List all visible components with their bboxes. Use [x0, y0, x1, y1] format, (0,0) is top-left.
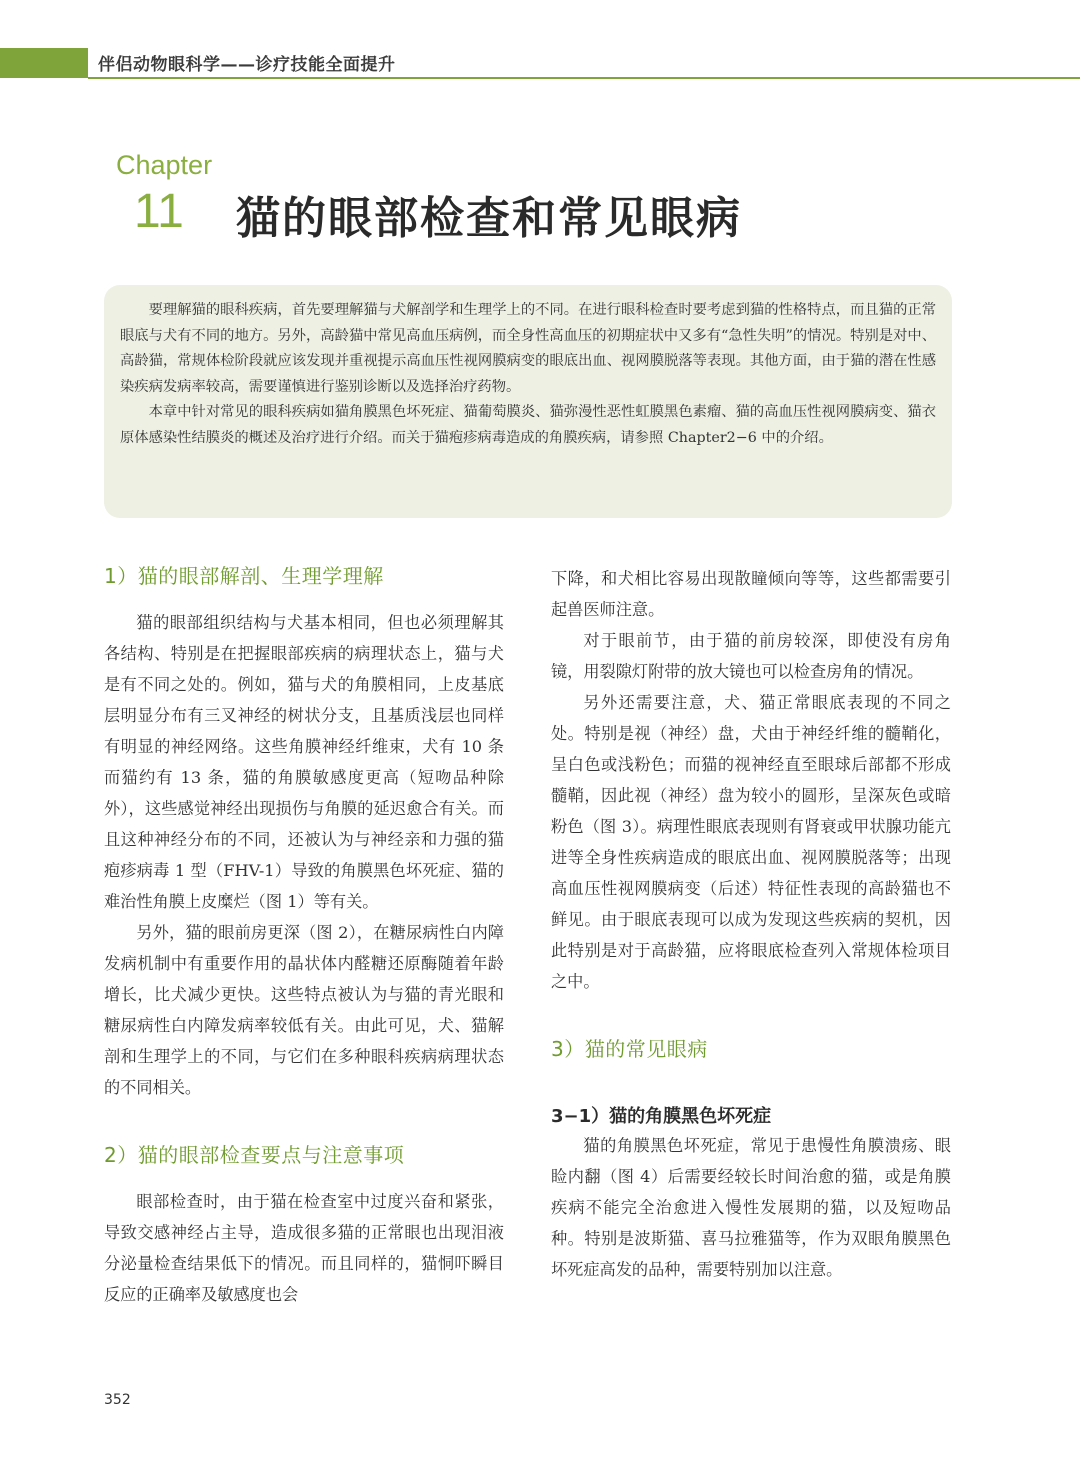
running-header-title: 伴侣动物眼科学——诊疗技能全面提升: [98, 55, 396, 75]
left-column: [104, 560, 504, 1310]
body-paragraph: 另外，猫的眼前房更深（图 2），在糖尿病性白内障发病机制中有重要作用的晶状体内醛糖还原酶随着年龄增长，比犬减少更快。这些特点被认为与猫的青光眼和糖尿病性白内障发病率较低有关。由此可见，犬、猫解剖和生理学上的不同，与它们在多种眼科疾病病理状态的不同相关。: [104, 923, 504, 1097]
body-paragraph: 眼部检查时，由于猫在检查室中过度兴奋和紧张，导致交感神经占主导，造成很多猫的正常眼也出现泪液分泌量检查结果低下的情况。而且同样的，猫恫吓瞬目反应的正确率及敏感度也会: [104, 1192, 504, 1304]
page-number: 352: [104, 1392, 131, 1408]
body-paragraph-continued: 下降，和犬相比容易出现散瞳倾向等等，这些都需要引起兽医师注意。: [551, 569, 951, 619]
subsection-heading: 3−1）猫的角膜黑色坏死症: [551, 1106, 772, 1127]
chapter-label: Chapter: [116, 150, 213, 180]
section-heading: 1）猫的眼部解剖、生理学理解: [104, 564, 384, 588]
right-column: [551, 563, 951, 1285]
chapter-number: 11: [134, 185, 184, 238]
header-accent-bar: [0, 48, 88, 78]
body-paragraph: 对于眼前节，由于猫的前房较深，即使没有房角镜，用裂隙灯附带的放大镜也可以检查房角的情况。: [551, 631, 951, 681]
body-paragraph: 另外还需要注意，犬、猫正常眼底表现的不同之处。特别是视（神经）盘，犬由于神经纤维的髓鞘化，呈白色或浅粉色；而猫的视神经直至眼球后部都不形成髓鞘，因此视（神经）盘为较小的圆形，呈深灰色或暗粉色（图 3）。病理性眼底表现则有肾衰或甲状腺功能亢进等全身性疾病造成的眼底出血、视网膜脱落等；出现高血压性视网膜病变（后述）特征性表现的高龄猫也不鲜见。由于眼底表现可以成为发现这些疾病的契机，因此特别是对于高龄猫，应将眼底检查列入常规体检项目之中。: [551, 693, 951, 991]
section-heading: 2）猫的眼部检查要点与注意事项: [104, 1143, 405, 1167]
summary-paragraph: 本章中针对常见的眼科疾病如猫角膜黑色坏死症、猫葡萄膜炎、猫弥漫性恶性虹膜黑色素瘤、猫的高血压性视网膜病变、猫衣原体感染性结膜炎的概述及治疗进行介绍。而关于猫疱疹病毒造成的角膜疾病，请参照 Chapter2−6 中的介绍。: [120, 404, 936, 446]
summary-paragraph: 要理解猫的眼科疾病，首先要理解猫与犬解剖学和生理学上的不同。在进行眼科检查时要考虑到猫的性格特点，而且猫的正常眼底与犬有不同的地方。另外，高龄猫中常见高血压病例，而全身性高血压的初期症状中又多有“急性失明”的情况。特别是对中、高龄猫，常规体检阶段就应该发现并重视提示高血压性视网膜病变的眼底出血、视网膜脱落等表现。其他方面，由于猫的潜在性感染疾病发病率较高，需要谨慎进行鉴别诊断以及选择治疗药物。: [120, 302, 936, 395]
header-rule: [88, 77, 1080, 79]
section-heading: 3）猫的常见眼病: [551, 1037, 708, 1061]
chapter-title: 猫的眼部检查和常见眼病: [236, 193, 742, 244]
chapter-summary-box: [104, 285, 952, 518]
body-paragraph: 猫的眼部组织结构与犬基本相同，但也必须理解其各结构、特别是在把握眼部疾病的病理状态上，猫与犬是有不同之处的。例如，猫与犬的角膜相同，上皮基底层明显分布有三叉神经的树状分支，且基质浅层也同样有明显的神经网络。这些角膜神经纤维束，犬有 10 条而猫约有 13 条，猫的角膜敏感度更高（短吻品种除外），这些感觉神经出现损伤与角膜的延迟愈合有关。而且这种神经分布的不同，还被认为与神经亲和力强的猫疱疹病毒 1 型（FHV-1）导致的角膜黑色坏死症、猫的难治性角膜上皮糜烂（图 1）等有关。: [104, 613, 504, 911]
body-paragraph: 猫的角膜黑色坏死症，常见于患慢性角膜溃疡、眼睑内翻（图 4）后需要经较长时间治愈的猫，或是角膜疾病不能完全治愈进入慢性发展期的猫，以及短吻品种。特别是波斯猫、喜马拉雅猫等，作为双眼角膜黑色坏死症高发的品种，需要特别加以注意。: [551, 1136, 951, 1279]
